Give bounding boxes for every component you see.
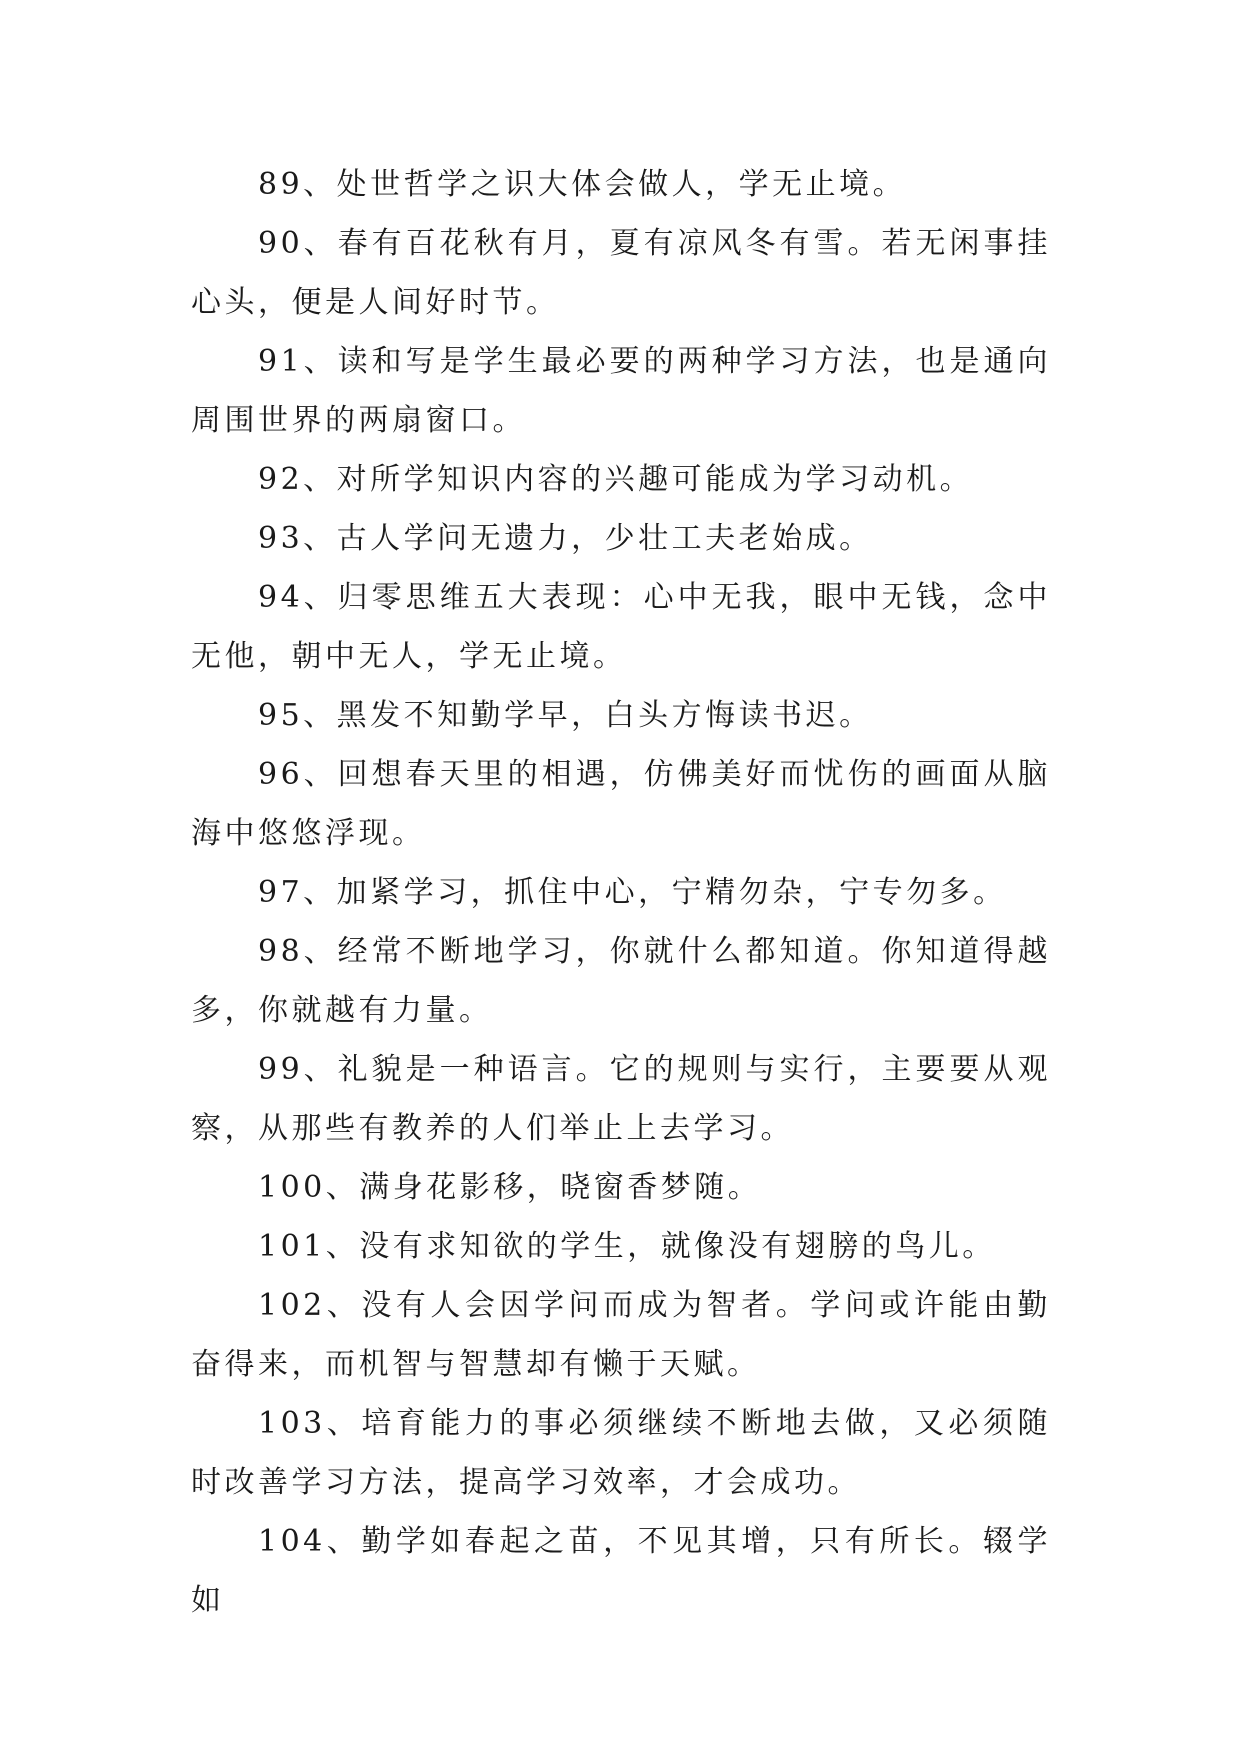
paragraph-103: 103、培育能力的事必须继续不断地去做，又必须随时改善学习方法，提高学习效率，才会成功。	[191, 1406, 1051, 1500]
document-body	[191, 155, 1051, 1630]
paragraph-101: 101、没有求知欲的学生，就像没有翅膀的鸟儿。	[258, 1229, 996, 1264]
paragraph-91: 91、读和写是学生最必要的两种学习方法，也是通向周围世界的两扇窗口。	[191, 344, 1051, 438]
paragraph-97: 97、加紧学习，抓住中心，宁精勿杂，宁专勿多。	[258, 875, 1007, 910]
paragraph-104: 104、勤学如春起之苗，不见其增，只有所长。辍学如	[191, 1524, 1051, 1618]
paragraph-90: 90、春有百花秋有月，夏有凉风冬有雪。若无闲事挂心头，便是人间好时节。	[191, 226, 1051, 320]
paragraph-100: 100、满身花影移，晓窗香梦随。	[258, 1170, 762, 1205]
paragraph-96: 96、回想春天里的相遇，仿佛美好而忧伤的画面从脑海中悠悠浮现。	[191, 757, 1051, 851]
paragraph-102: 102、没有人会因学问而成为智者。学问或许能由勤奋得来，而机智与智慧却有懒于天赋。	[191, 1288, 1051, 1382]
paragraph-95: 95、黑发不知勤学早，白头方悔读书迟。	[258, 698, 873, 733]
paragraph-89: 89、处世哲学之识大体会做人，学无止境。	[258, 167, 907, 202]
paragraph-98: 98、经常不断地学习，你就什么都知道。你知道得越多，你就越有力量。	[191, 934, 1051, 1028]
paragraph-94: 94、归零思维五大表现：心中无我，眼中无钱，念中无他，朝中无人，学无止境。	[191, 580, 1051, 674]
paragraph-99: 99、礼貌是一种语言。它的规则与实行，主要要从观察，从那些有教养的人们举止上去学习。	[191, 1052, 1051, 1146]
paragraph-93: 93、古人学问无遗力，少壮工夫老始成。	[258, 521, 873, 556]
paragraph-92: 92、对所学知识内容的兴趣可能成为学习动机。	[258, 462, 974, 497]
